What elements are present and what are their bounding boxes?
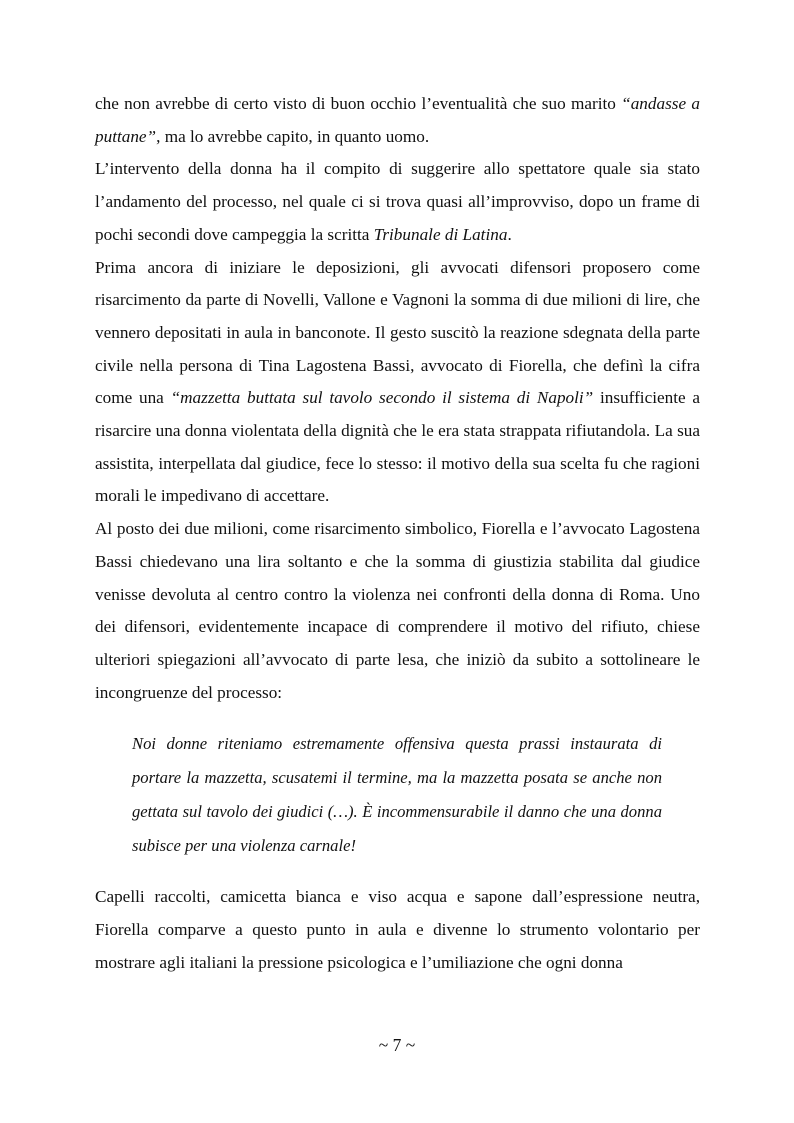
paragraph-1-text: che non avrebbe di certo visto di buon occhio l’eventualità che suo marito <box>95 94 622 113</box>
paragraph-4: Al posto dei due milioni, come risarcimento simbolico, Fiorella e l’avvocato Lagostena Bassi chiedevano una lira soltanto e che la somma di giustizia stabilita dal giudice venisse devoluta al centro contro la violenza nei confronti della donna di Roma. Uno dei difensori, evidentemente incapace di comprendere il motivo del rifiuto, chiese ulteriori spiegazioni all’avvocato di parte lesa, che iniziò da subito a sottolineare le incongruenze del processo: <box>95 519 700 702</box>
paragraph-2 <box>95 153 700 251</box>
paragraph-2-text: L’intervento della donna ha il compito di suggerire allo spettatore quale sia stato l’andamento del processo, nel quale ci si trova quasi all’improvviso, dopo un frame di pochi secondi dove campeggia la scritta <box>95 159 700 244</box>
paragraph-3-text-end: insufficiente a risarcire una donna violentata della dignità che le era stata strappata rifiutandola. La sua assistita, interpellata dal giudice, fece lo stesso: il motivo della sua scelta fu che ragioni morali le impedivano di accettare. <box>95 388 700 506</box>
quoted-phrase: “mazzetta buttata sul tavolo secondo il sistema di Napoli” <box>170 388 594 408</box>
paragraph-3-text: Prima ancora di iniziare le deposizioni, gli avvocati difensori proposero come risarcimento da parte di Novelli, Vallone e Vagnoni la somma di due milioni di lire, che vennero depositati in aula in banconote. Il gesto suscitò la reazione sdegnata della parte civile nella persona di Tina Lagostena Bassi, avvocato di Fiorella, che definì la cifra come una <box>95 257 700 408</box>
paragraph-5: Capelli raccolti, camicetta bianca e viso acqua e sapone dall’espressione neutra, Fiorella comparve a questo punto in aula e divenne lo strumento volontario per mostrare agli italiani la pressione psicologica e l’umiliazione che ogni donna <box>95 887 700 972</box>
paragraph-1-text-end: , ma lo avrebbe capito, in quanto uomo. <box>156 126 430 146</box>
page-number: ~ 7 ~ <box>378 1035 416 1055</box>
paragraph-1 <box>95 88 700 153</box>
quoted-phrase: “andasse a puttane” <box>95 94 700 146</box>
document-body <box>95 88 700 979</box>
block-quote: Noi donne riteniamo estremamente offensiva questa prassi instaurata di portare la mazzetta, scusatemi il termine, ma la mazzetta posata se anche non gettata sul tavolo dei giudici (…). È incommensurabile il danno che una donna subisce per una violenza carnale! <box>132 734 662 856</box>
paragraph-2-text-end: . <box>507 224 512 244</box>
paragraph-3 <box>95 252 700 514</box>
tribunal-title: Tribunale di Latina <box>373 224 508 244</box>
